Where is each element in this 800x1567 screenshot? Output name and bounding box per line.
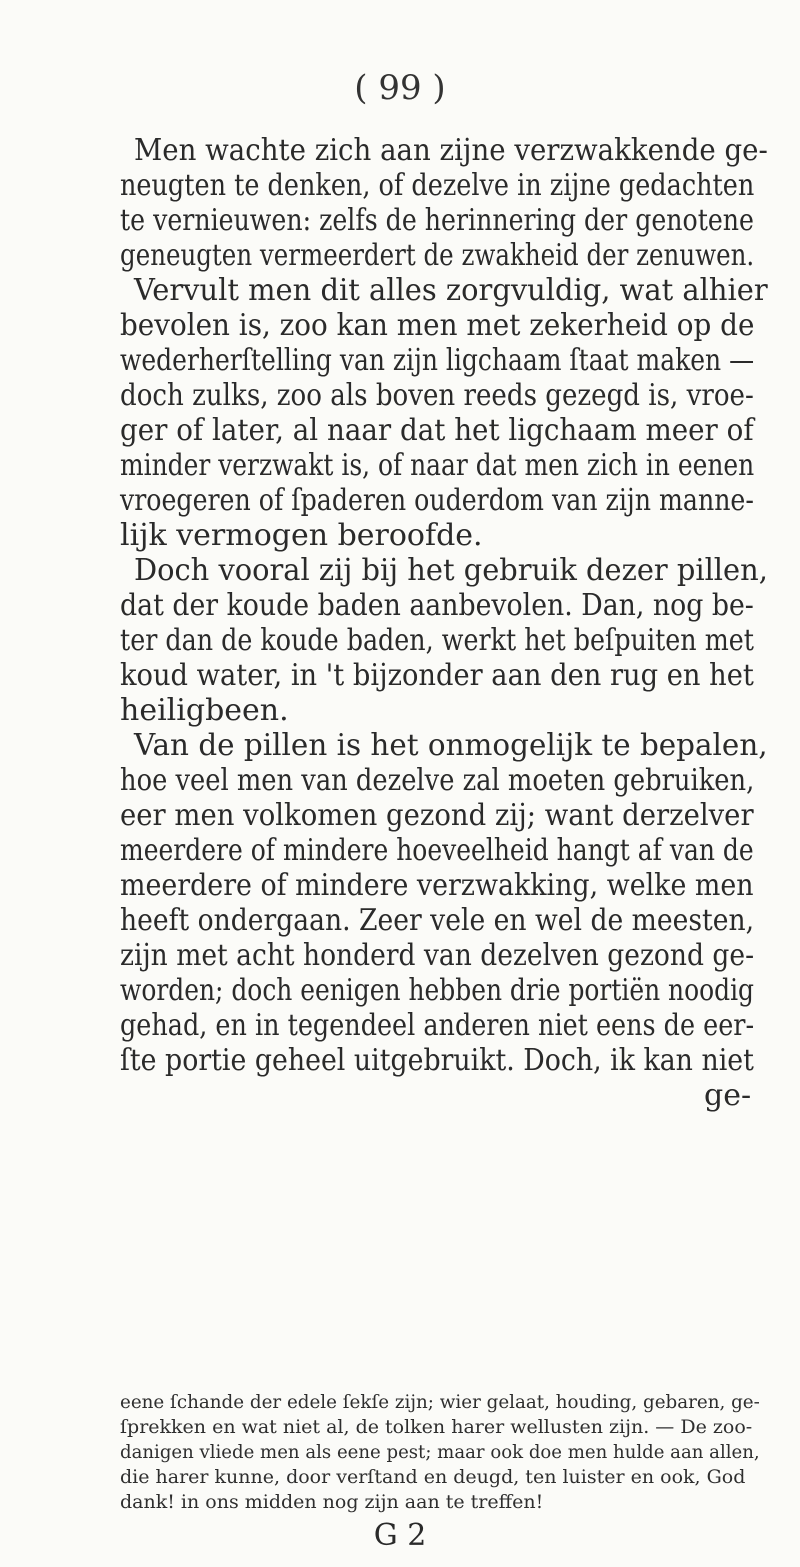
text-line: ger of later, al naar dat het ligchaam meer of — [120, 413, 754, 448]
text-line: meerdere of mindere hoeveelheid hangt af van de — [120, 833, 754, 868]
text-line: dat der koude baden aanbevolen. Dan, nog be- — [120, 588, 754, 623]
catchword: ge- — [704, 1078, 752, 1113]
footnote-line: danigen vliede men als eene pest; maar ook doe men hulde aan allen, — [120, 1441, 760, 1463]
text-line: eer men volkomen gezond zij; want derzelver — [120, 798, 754, 833]
text-line: koud water, in 't bijzonder aan den rug en het — [120, 658, 754, 693]
text-line: heiligbeen. — [120, 693, 289, 728]
text-line: ſte portie geheel uitgebruikt. Doch, ik kan niet — [120, 1043, 754, 1078]
text-line: ter dan de koude baden, werkt het beſpuiten met — [120, 623, 754, 658]
text-line: Men wachte zich aan zijne verzwakkende ge- — [134, 133, 768, 168]
footnote-line: dank! in ons midden nog zijn aan te treffen! — [120, 1491, 544, 1513]
text-line: neugten te denken, of dezelve in zijne gedachten — [120, 168, 755, 203]
text-line: gehad, en in tegendeel anderen niet eens de eer- — [120, 1008, 755, 1043]
footnote-line: die harer kunne, door verſtand en deugd, ten luister en ook, God — [120, 1466, 746, 1488]
text-line: worden; doch eenigen hebben drie portiën noodig — [120, 973, 755, 1008]
text-line: bevolen is, zoo kan men met zekerheid op de — [120, 308, 755, 343]
text-line: vroegeren of ſpaderen ouderdom van zijn manne- — [120, 483, 754, 518]
text-line: Vervult men dit alles zorgvuldig, wat alhier — [134, 273, 768, 308]
text-line: geneugten vermeerdert de zwakheid der zenuwen. — [120, 238, 755, 273]
text-line: doch zulks, zoo als boven reeds gezegd is, vroe- — [120, 378, 754, 413]
text-line: wederherſtelling van zijn ligchaam ſtaat maken — — [120, 343, 755, 378]
page-number: ( 99 ) — [354, 68, 446, 108]
text-line: heeft ondergaan. Zeer vele en wel de meesten, — [120, 903, 755, 938]
text-line: lijk vermogen beroofde. — [120, 518, 483, 553]
text-line: minder verzwakt is, of naar dat men zich in eenen — [120, 448, 755, 483]
text-line: te vernieuwen: zelfs de herinnering der genotene — [120, 203, 754, 238]
signature-mark: G 2 — [373, 1518, 427, 1553]
footnote-line: ſprekken en wat niet al, de tolken harer wellusten zijn. — De zoo- — [120, 1416, 753, 1438]
text-line: zijn met acht honderd van dezelven gezond ge- — [120, 938, 755, 973]
text-line: hoe veel men van dezelve zal moeten gebruiken, — [120, 763, 755, 798]
text-line: Doch vooral zij bij het gebruik dezer pillen, — [134, 553, 768, 588]
text-line: Van de pillen is het onmogelijk te bepalen, — [134, 728, 768, 763]
text-line: meerdere of mindere verzwakking, welke men — [120, 868, 754, 903]
footnote-line: eene ſchande der edele ſekſe zijn; wier gelaat, houding, gebaren, ge- — [120, 1391, 760, 1413]
